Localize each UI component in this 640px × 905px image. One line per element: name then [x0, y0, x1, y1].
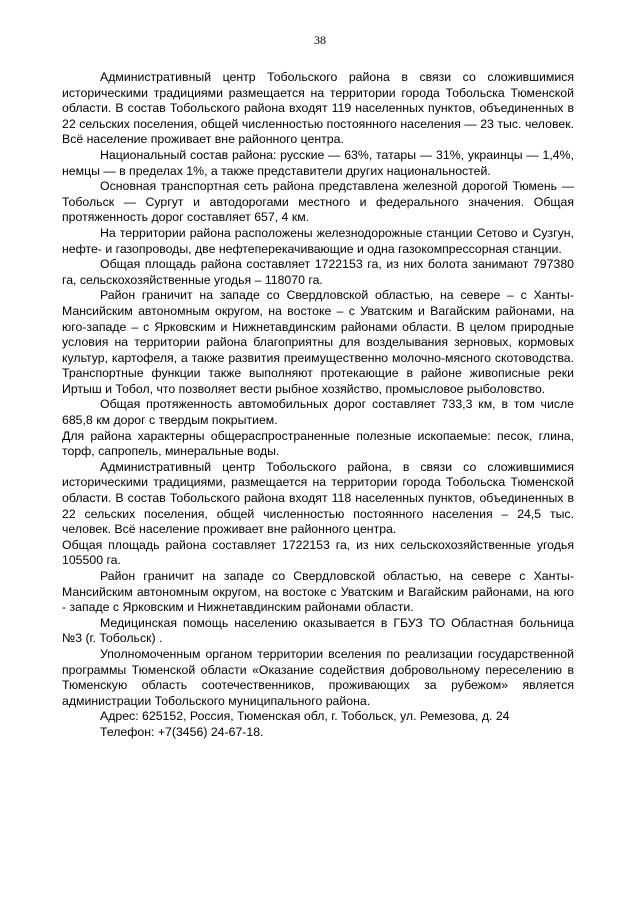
- paragraph-borders-and-conditions: Район граничит на западе со Свердловской областью, на севере – с Ханты-Мансийским автономным округом, на востоке – с Уватским и Вагайским районами, на юго-западе – с Ярковским и Нижнетавдинским районами области. В целом природные условия на территории района благоприятны для возделывания зерновых, кормовых культур, картофеля, а также развития преимущественно молочно-мясного скотоводства. Транспортные функции также выполняют протекающие в районе живописные реки Иртыш и Тобол, что позволяет вести рыбное хозяйство, промысловое рыболовство.: [62, 288, 574, 396]
- paragraph-road-length: Общая протяженность автомобильных дорог составляет 733,3 км, в том числе 685,8 км дорог с твердым покрытием.: [62, 397, 574, 428]
- paragraph-admin-center-repeat: Административный центр Тобольского района, в связи со сложившимися историческими традициями, размещается на территории города Тобольска Тюменской области. В состав Тобольского района входят 118 населенных пунктов, объединенных в 22 сельских поселения, общей численностью постоянного населения – 24,5 тыс. человек. Всё население проживает вне районного центра.: [62, 459, 574, 537]
- document-body: [62, 70, 574, 741]
- paragraph-borders-repeat: Район граничит на западе со Свердловской областью, на севере с Ханты-Мансийским автономным округом, на востоке с Уватским и Вагайским районами, на юго - западе с Ярковским и Нижнетавдинским районами области.: [62, 569, 574, 615]
- paragraph-total-area-repeat: Общая площадь района составляет 1722153 га, из них сельскохозяйственные угодья 105500 га.: [62, 537, 574, 568]
- paragraph-transport-network: Основная транспортная сеть района представлена железной дорогой Тюмень — Тобольск — Сургут и автодорогами местного и федерального значения. Общая протяженность дорог составляет 657, 4 км.: [62, 179, 574, 225]
- paragraph-minerals: Для района характерны общераспространенные полезные ископаемые: песок, глина, торф, сапропель, минеральные воды.: [62, 428, 574, 459]
- paragraph-address: Адрес: 625152, Россия, Тюменская обл, г. Тобольск, ул. Ремезова, д. 24: [100, 709, 510, 724]
- paragraph-admin-center: Административный центр Тобольского района в связи со сложившимися историческими традициями размещается на территории города Тобольска Тюменской области. В состав Тобольского района входят 119 населенных пунктов, объединенных в 22 сельских поселения, общей численностью постоянного населения — 23 тыс. человек. Всё население проживает вне районного центра.: [62, 70, 574, 147]
- paragraph-railway-stations: На территории района расположены железнодорожные станции Сетово и Сузгун, нефте- и газопроводы, две нефтеперекачивающие и одна газокомпрессорная станции.: [62, 225, 574, 256]
- paragraph-medical-care: Медицинская помощь населению оказывается в ГБУЗ ТО Областная больница №3 (г. Тобольск) .: [62, 615, 574, 646]
- paragraph-authorized-body: Уполномоченным органом территории вселения по реализации государственной программы Тюменской области «Оказание содействия добровольному переселению в Тюменскую область соотечественников, проживающих за рубежом» является администрации Тобольского муниципального района.: [62, 646, 574, 708]
- paragraph-phone: Телефон: +7(3456) 24-67-18.: [100, 724, 264, 739]
- paragraph-total-area: Общая площадь района составляет 1722153 га, из них болота занимают 797380 га, сельскохозяйственные угодья – 118070 га.: [62, 257, 574, 287]
- paragraph-national-composition: Национальный состав района: русские — 63%, татары — 31%, украинцы — 1,4%, немцы — в пределах 1%, а также представители других национальностей.: [62, 147, 574, 178]
- page-number: 38: [314, 33, 326, 47]
